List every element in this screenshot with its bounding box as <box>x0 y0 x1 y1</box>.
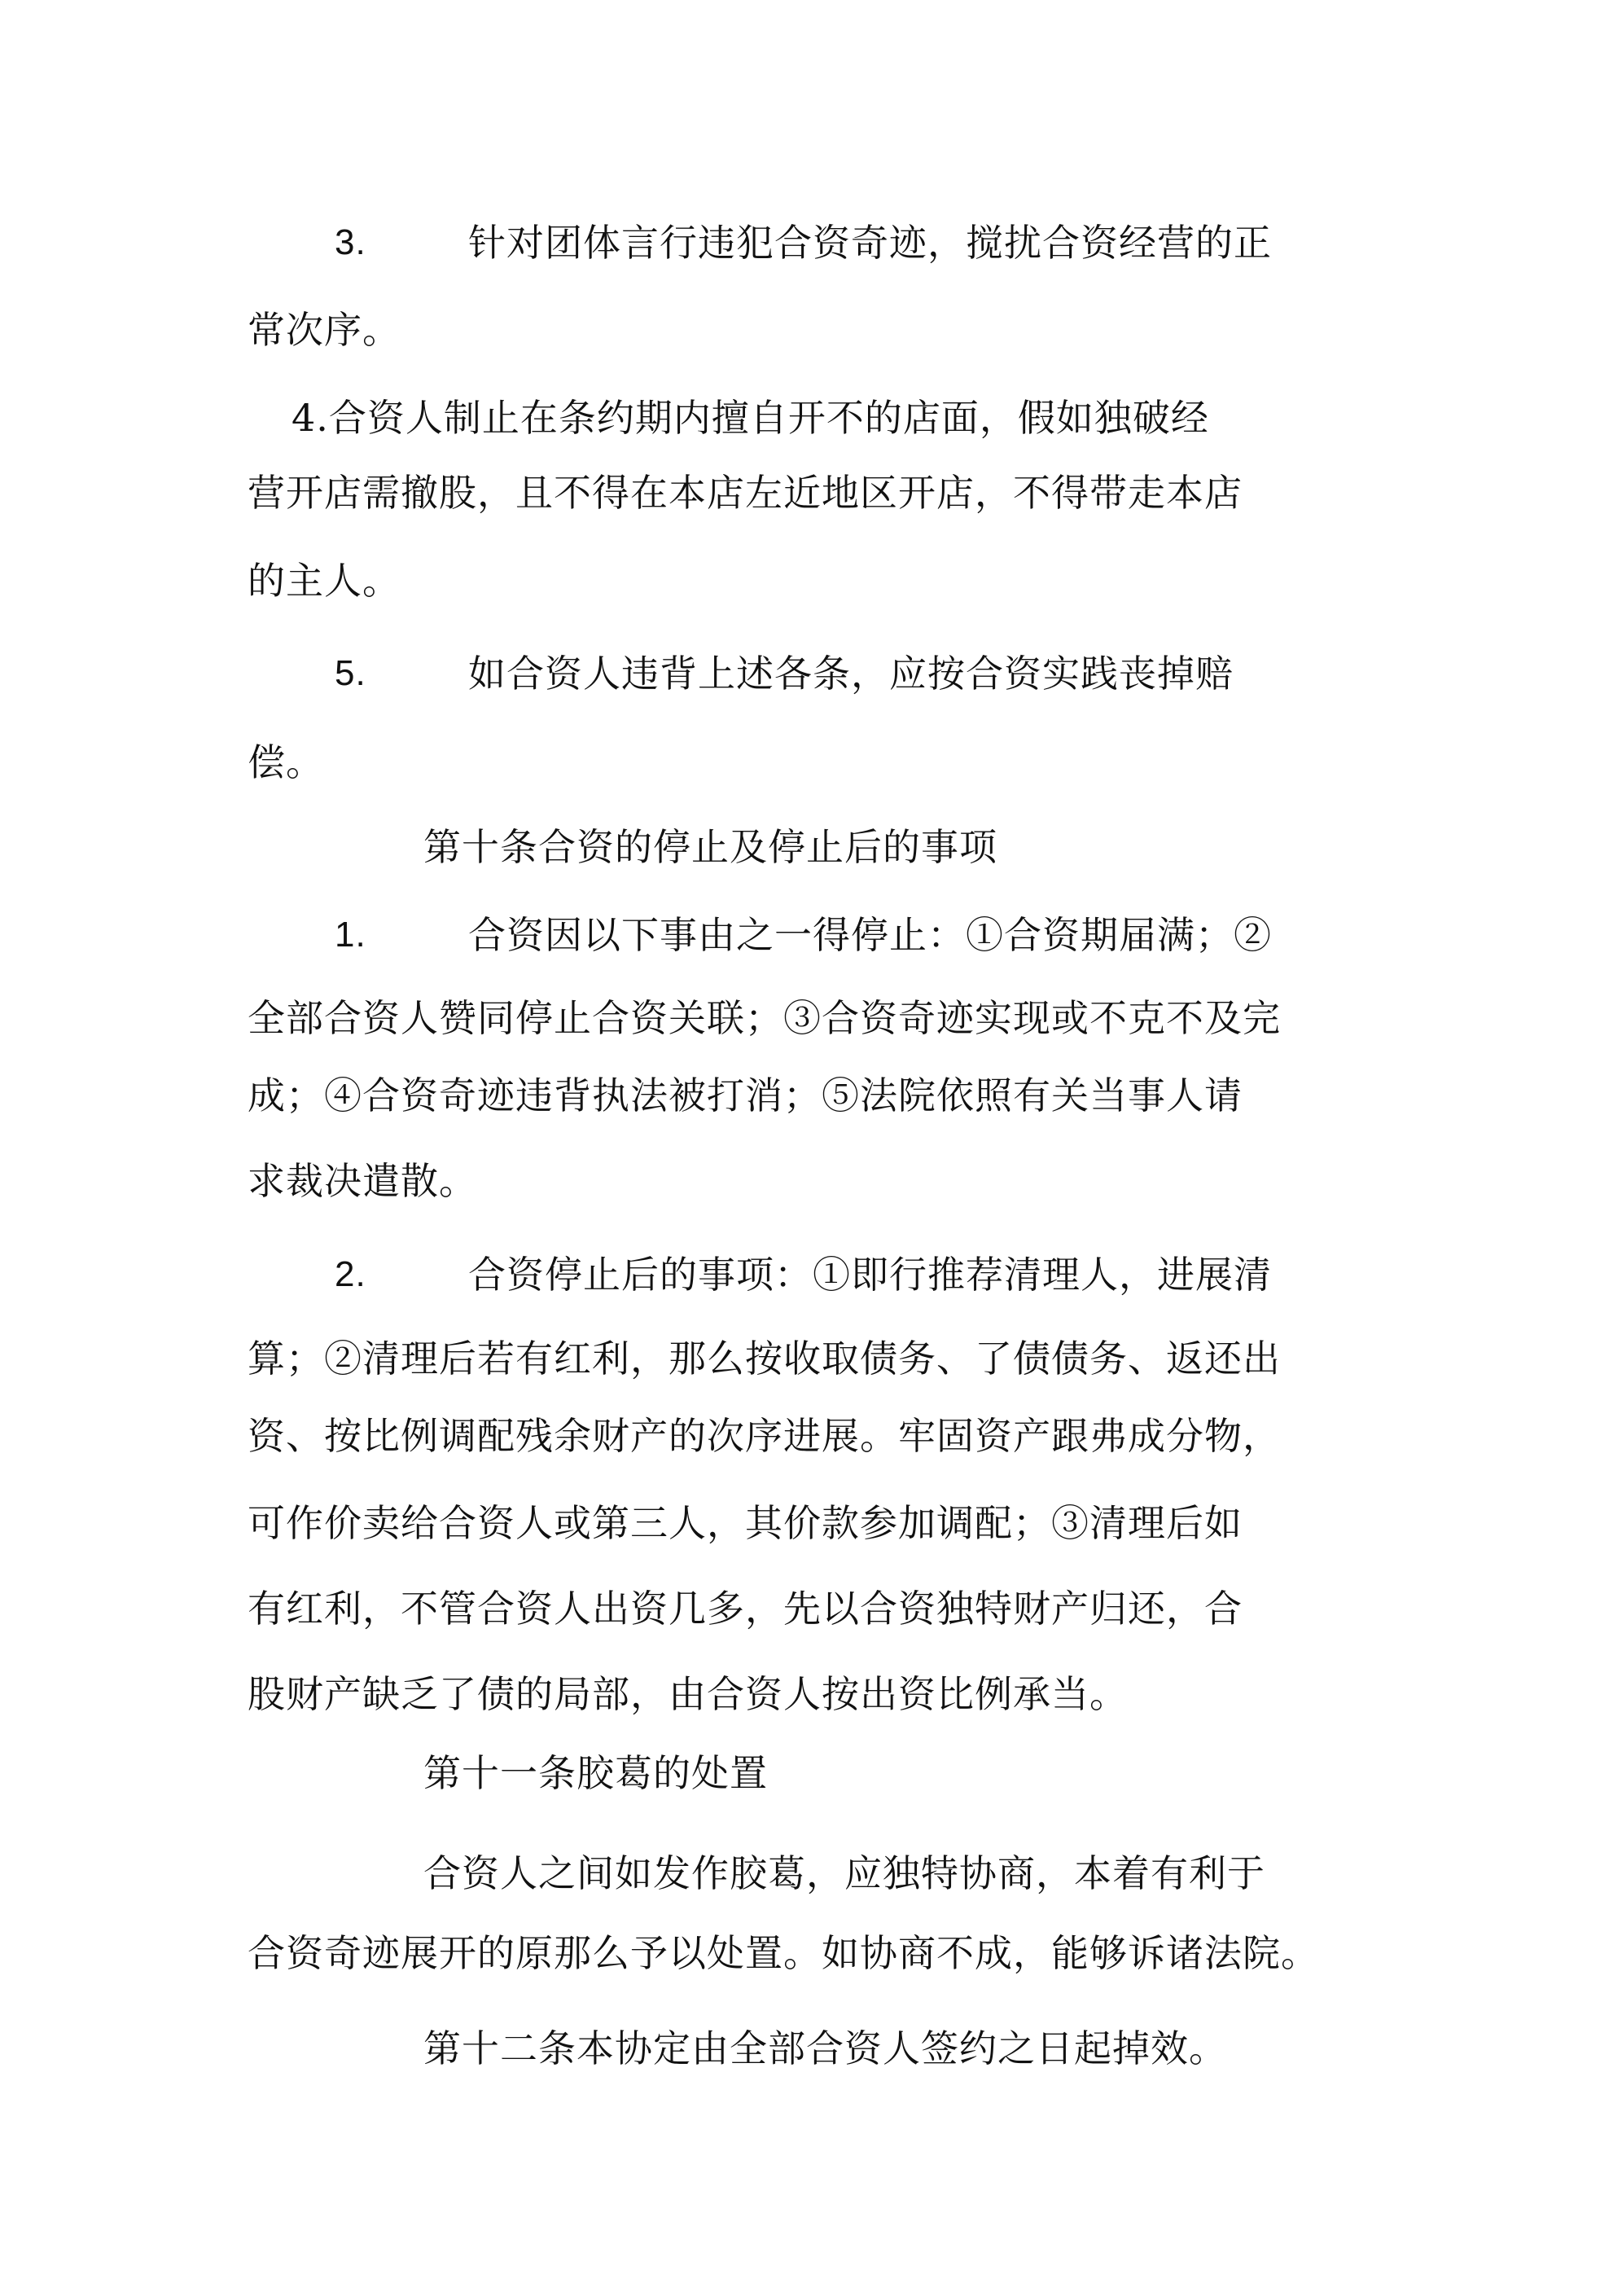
article-10-item-1-line-1: 合资因以下事由之一得停止：①合资期届满；② <box>468 913 1272 957</box>
item-3-line-1: 针对团体言行违犯合资奇迹，搅扰合资经营的正 <box>468 221 1272 265</box>
article-10-item-2-line-6: 股财产缺乏了债的局部，由合资人按出资比例承当。 <box>248 1672 1128 1716</box>
article-11-line-1: 合资人之间如发作胶葛，应独特协商，本着有利于 <box>423 1851 1265 1895</box>
item-4-line-1: 4.合资人制止在条约期内擅自开不的店面，假如独破经 <box>292 396 1209 440</box>
item-3-number: 3. <box>335 222 366 262</box>
item-3-line-2: 常次序。 <box>248 308 401 352</box>
article-10-item-2-line-4: 可作价卖给合资人或第三人，其价款参加调配；③清理后如 <box>248 1501 1243 1545</box>
article-11-line-2: 合资奇迹展开的原那么予以处置。如协商不成，能够诉诸法院。 <box>248 1931 1319 1975</box>
article-11-title: 第十一条胶葛的处置 <box>423 1751 768 1795</box>
article-10-item-1-line-2: 全部合资人赞同停止合资关联；③合资奇迹实现或不克不及完 <box>248 996 1281 1040</box>
article-10-item-2-line-5: 有红利，不管合资人出资几多，先以合资独特财产归还，合 <box>248 1587 1243 1631</box>
item-5-line-1: 如合资人违背上述各条，应按合资实践丧掉赔 <box>468 652 1234 696</box>
article-12-title: 第十二条本协定由全部合资人签约之日起掉效。 <box>423 2026 1227 2070</box>
item-5-number: 5. <box>335 653 366 693</box>
article-10-item-1-number: 1. <box>335 915 366 955</box>
item-5-line-2: 偿。 <box>248 740 324 784</box>
article-10-item-2-line-3: 资、按比例调配残余财产的次序进展。牢固资产跟弗成分物， <box>248 1414 1281 1458</box>
article-10-item-2-number: 2. <box>335 1254 366 1294</box>
article-10-title: 第十条合资的停止及停止后的事项 <box>423 825 997 869</box>
article-10-item-1-line-4: 求裁决遣散。 <box>248 1159 477 1203</box>
article-10-item-1-line-3: 成；④合资奇迹违背执法被打消；⑤法院依照有关当事人请 <box>248 1073 1243 1117</box>
item-4-line-3: 的主人。 <box>248 559 401 603</box>
item-4-line-2: 营开店需撤股，且不得在本店左近地区开店，不得带走本店 <box>248 471 1243 515</box>
article-10-item-2-line-1: 合资停止后的事项：①即行推荐清理人，进展清 <box>468 1253 1272 1297</box>
article-10-item-2-line-2: 算；②清理后若有红利，那么按收取债务、了债债务、返还出 <box>248 1337 1281 1381</box>
